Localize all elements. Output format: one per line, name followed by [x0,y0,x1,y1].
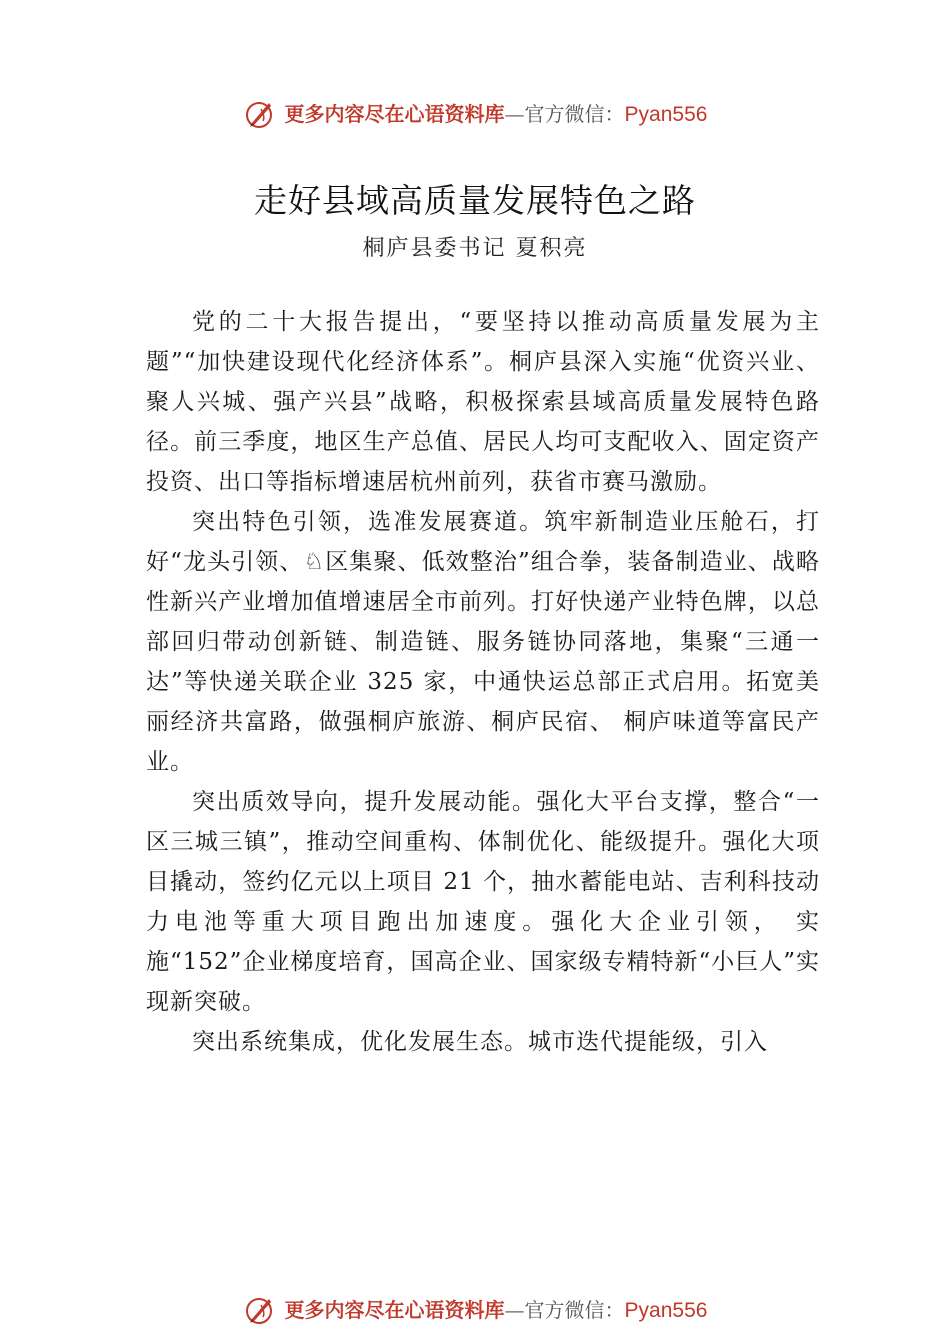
banner-slogan: 更多内容尽在心语资料库 [284,101,505,126]
banner-wechat-label: 官方微信： [524,101,625,126]
banner-wechat-id: Pyan556 [624,102,708,126]
quill-logo-icon [243,1293,277,1327]
banner-wechat-label: 官方微信： [524,1297,625,1322]
banner-slogan: 更多内容尽在心语资料库 [284,1297,505,1322]
document-author: 桐庐县委书记 夏积亮 [362,236,588,261]
quill-logo-icon [243,97,277,131]
footer-watermark-banner [0,1290,950,1330]
banner-text [285,97,708,132]
header-watermark-banner [0,94,950,134]
paragraph: 突出质效导向，提升发展动能。强化大平台支撑，整合“一区三城三镇”，推动空间重构、体制优化、能级提升。强化大项目撬动，签约亿元以上项目 21 个，抽水蓄能电站、吉利科技动力电池等重大项目跑出加速度。强化大企业引领， 实施“152”企业梯度培育，国高企业、国家级专精特新“小巨人”实现新突破。 [146,789,820,1015]
paragraph: 突出特色引领，选准发展赛道。筑牢新制造业压舱石，打好“龙头引领、♘区集聚、低效整治”组合拳，装备制造业、战略性新兴产业增加值增速居全市前列。打好快递产业特色牌，以总部回归带动创新链、制造链、服务链协同落地，集聚“三通一达”等快递关联企业 325 家，中通快运总部正式启用。拓宽美丽经济共富路，做强桐庐旅游、桐庐民宿、 桐庐味道等富民产业。 [146,509,820,775]
banner-wechat-id: Pyan556 [624,1298,708,1322]
paragraph: 突出系统集成，优化发展生态。城市迭代提能级，引入 [192,1029,768,1055]
banner-text [285,1293,708,1328]
paragraph: 党的二十大报告提出，“要坚持以推动高质量发展为主题”“加快建设现代化经济体系”。桐庐县深入实施“优资兴业、聚人兴城、强产兴县”战略，积极探索县域高质量发展特色路径。前三季度，地区生产总值、居民人均可支配收入、固定资产投资、出口等指标增速居杭州前列，获省市赛马激励。 [146,309,820,495]
article-body [146,302,820,1062]
document-title: 走好县域高质量发展特色之路 [254,181,696,220]
banner-dash: — [504,101,525,126]
banner-dash: — [504,1297,525,1322]
